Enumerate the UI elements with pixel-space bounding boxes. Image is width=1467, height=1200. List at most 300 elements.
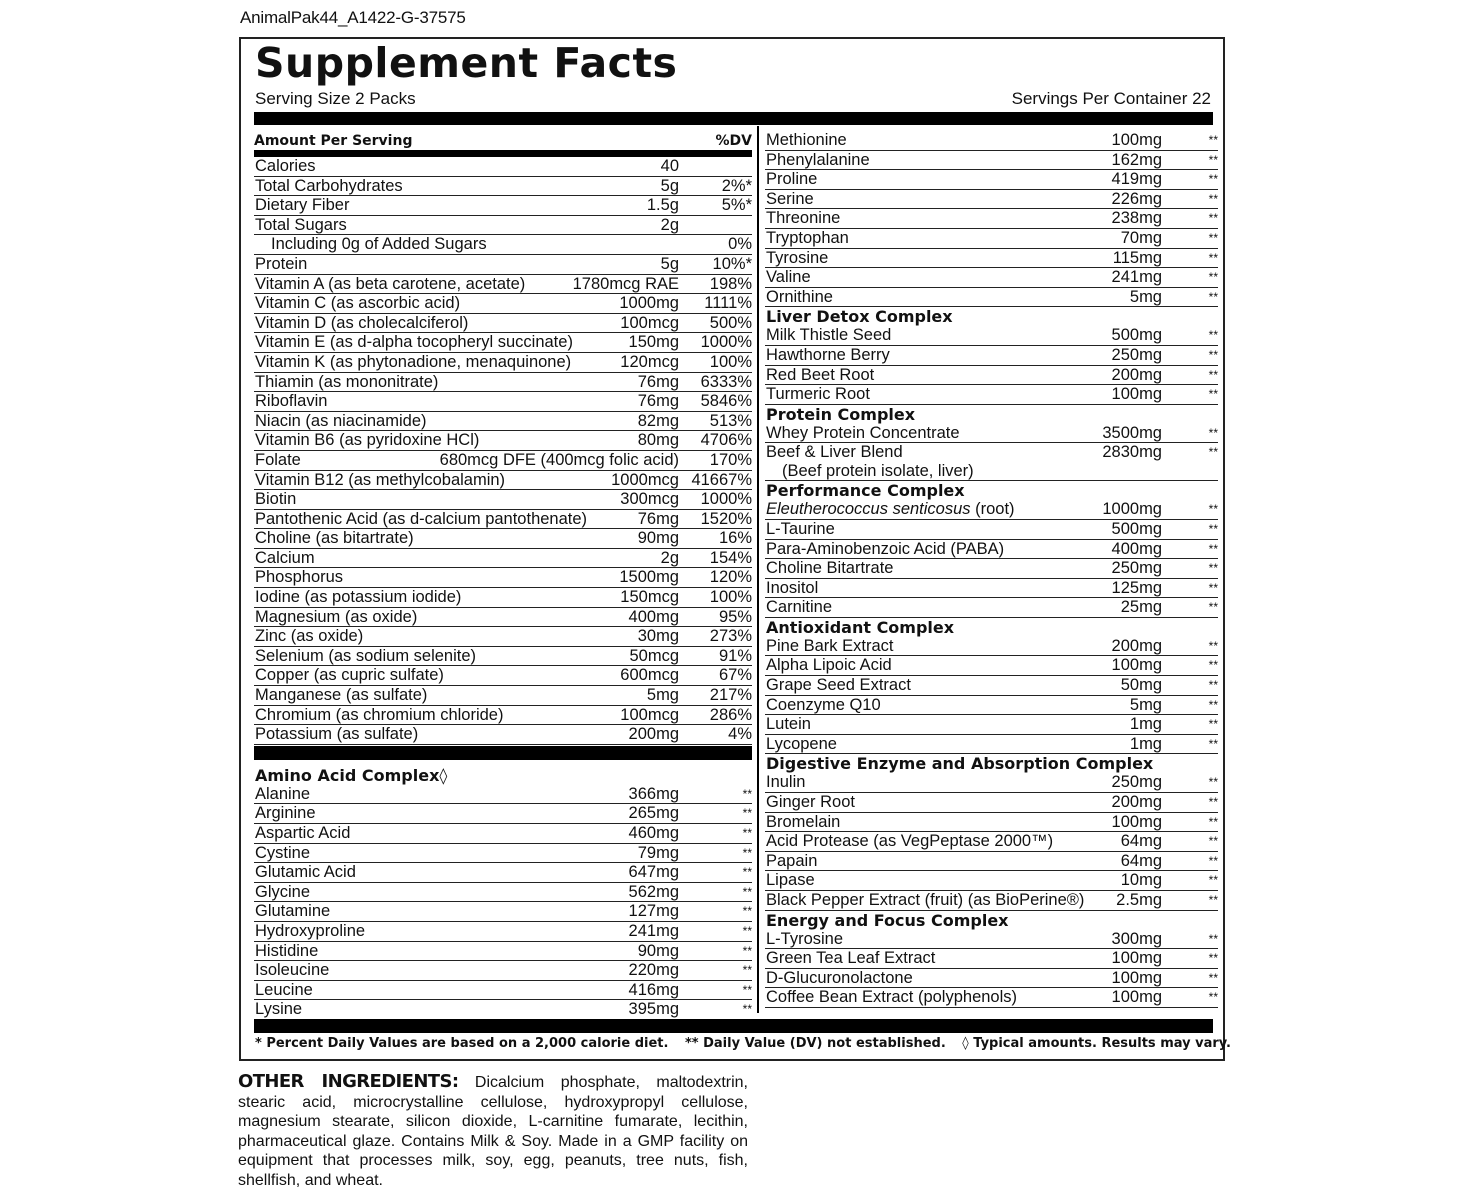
ingredient-amount: 100mg <box>1111 988 1162 1007</box>
ingredient-name: Vitamin E (as d-alpha tocopheryl succinate) <box>255 333 573 352</box>
ingredient-amount: 76mg <box>637 509 679 528</box>
ingredient-amount: 64mg <box>1120 851 1162 870</box>
right-column <box>765 131 1218 1008</box>
ingredient-row <box>254 961 752 981</box>
ingredient-dv: ** <box>1208 387 1218 402</box>
ingredient-amount: 100mg <box>1111 656 1162 675</box>
ingredient-name: Proline <box>766 170 818 189</box>
ingredient-row <box>765 540 1218 560</box>
ingredient-name: Pine Bark Extract <box>766 636 894 655</box>
ingredient-name: Chromium (as chromium chloride) <box>255 705 504 724</box>
ingredient-amount: 5mg <box>1129 287 1162 306</box>
ingredient-name: Iodine (as potassium iodide) <box>255 588 462 607</box>
ingredient-amount: 2830mg <box>1102 443 1162 462</box>
ingredient-amount: 419mg <box>1111 170 1162 189</box>
ingredient-row <box>254 412 752 432</box>
ingredient-name: Vitamin C (as ascorbic acid) <box>255 294 461 313</box>
ingredient-name: Phenylalanine <box>766 150 870 169</box>
ingredient-name: Alanine <box>255 784 311 803</box>
ingredient-name: Calcium <box>255 548 315 567</box>
ingredient-amount: 1000mg <box>1102 500 1162 519</box>
ingredient-name: Dietary Fiber <box>255 196 350 215</box>
ingredient-amount: 25mg <box>1120 598 1162 617</box>
footnote-typical: ◊ Typical amounts. Results may vary. <box>962 1036 1231 1051</box>
ingredient-row <box>254 666 752 686</box>
ingredient-amount: 562mg <box>628 882 679 901</box>
amino-acid-section-title: Amino Acid Complex◊ <box>255 765 448 785</box>
serving-size: Serving Size 2 Packs <box>255 89 416 108</box>
ingredient-dv: 67% <box>718 666 752 685</box>
ingredient-amount: 80mg <box>637 431 679 450</box>
ingredient-row <box>765 443 1218 481</box>
ingredient-dv: 5846% <box>700 392 752 411</box>
ingredient-row <box>254 608 752 628</box>
ingredient-dv: ** <box>742 845 752 860</box>
ingredient-row <box>765 559 1218 579</box>
ingredient-amount: 79mg <box>637 843 679 862</box>
ingredient-name <box>766 500 1015 519</box>
column-divider <box>757 126 759 1013</box>
ingredient-row <box>765 813 1218 833</box>
bottom-divider-bar <box>254 1019 1213 1033</box>
ingredient-dv: ** <box>1208 795 1218 810</box>
ingredient-amount: 70mg <box>1120 228 1162 247</box>
ingredient-dv: ** <box>1208 561 1218 576</box>
ingredient-row <box>254 627 752 647</box>
ingredient-dv: ** <box>1208 580 1218 595</box>
ingredient-row <box>765 500 1218 520</box>
ingredient-row <box>765 151 1218 171</box>
ingredient-row <box>254 275 752 295</box>
ingredient-row <box>254 785 752 805</box>
ingredient-dv: ** <box>742 904 752 919</box>
ingredient-row <box>765 229 1218 249</box>
ingredient-dv: ** <box>742 884 752 899</box>
ingredient-row <box>254 981 752 1001</box>
ingredient-amount: 1000mcg <box>611 470 679 489</box>
ingredient-name: Milk Thistle Seed <box>766 326 892 345</box>
ingredient-name: Pantothenic Acid (as d-calcium pantothenate) <box>255 509 588 528</box>
ingredient-name: Including 0g of Added Sugars <box>271 235 487 254</box>
amino-acid-list <box>254 785 752 1020</box>
ingredient-name: Para-Aminobenzoic Acid (PABA) <box>766 539 1005 558</box>
ingredient-name: Phosphorus <box>255 568 344 587</box>
ingredient-dv: 2%* <box>721 176 752 195</box>
ingredient-row <box>254 568 752 588</box>
ingredient-dv: ** <box>1208 541 1218 556</box>
ingredient-name: Zinc (as oxide) <box>255 627 364 646</box>
ingredient-name: Aspartic Acid <box>255 824 351 842</box>
ingredient-amount: 400mg <box>1111 539 1162 558</box>
ingredient-name: Copper (as cupric sulfate) <box>255 666 444 685</box>
ingredient-name: Inositol <box>766 578 819 597</box>
ingredient-dv: 286% <box>709 705 752 724</box>
ingredient-row <box>765 676 1218 696</box>
ingredient-dv: ** <box>1208 717 1218 732</box>
ingredient-row <box>765 170 1218 190</box>
ingredient-dv: 1520% <box>700 509 752 528</box>
ingredient-row <box>254 725 752 745</box>
ingredient-name: Thiamin (as mononitrate) <box>255 372 439 391</box>
section-divider-bar <box>254 746 752 760</box>
nutrient-list <box>254 157 752 745</box>
ingredient-row <box>254 883 752 903</box>
ingredient-name: Riboflavin <box>255 392 328 411</box>
ingredient-dv: ** <box>1208 230 1218 245</box>
ingredient-name: Hydroxyproline <box>255 921 366 940</box>
ingredient-row <box>254 588 752 608</box>
ingredient-amount: 3500mg <box>1102 423 1162 442</box>
ingredient-subname: (Beef protein isolate, liver) <box>782 462 974 481</box>
ingredient-name: Arginine <box>255 804 316 823</box>
ingredient-name: Turmeric Root <box>766 385 870 404</box>
ingredient-dv: ** <box>1208 697 1218 712</box>
ingredient-name: Lipase <box>766 871 815 890</box>
ingredient-amount: 100mg <box>1111 968 1162 987</box>
ingredient-row <box>254 235 752 255</box>
ingredient-amount: 200mg <box>1111 636 1162 655</box>
ingredient-name: Folate <box>255 450 301 469</box>
ingredient-row <box>254 844 752 864</box>
ingredient-amount: 395mg <box>628 1000 679 1019</box>
ingredient-dv: ** <box>742 923 752 938</box>
ingredient-amount: 100mg <box>1111 131 1162 149</box>
ingredient-row <box>765 773 1218 793</box>
ingredient-amount: 5g <box>660 254 679 273</box>
ingredient-dv: 1000% <box>700 490 752 509</box>
ingredient-row <box>254 157 752 177</box>
ingredient-amount: 680mcg DFE (400mcg folic acid) <box>439 450 679 469</box>
ingredient-name: Vitamin K (as phytonadione, menaquinone) <box>255 352 572 371</box>
ingredient-amount: 366mg <box>628 784 679 803</box>
ingredient-row <box>765 190 1218 210</box>
ingredient-amount: 200mg <box>628 725 679 744</box>
ingredient-dv: ** <box>1208 152 1218 167</box>
ingredient-dv: 0% <box>728 235 752 254</box>
ingredient-amount: 76mg <box>637 392 679 411</box>
footnote-dv: * Percent Daily Values are based on a 2,000 calorie diet. <box>255 1036 669 1051</box>
ingredient-name: Grape Seed Extract <box>766 676 911 695</box>
ingredient-dv: ** <box>742 806 752 821</box>
ingredient-amount: 82mg <box>637 411 679 430</box>
ingredient-amount: 64mg <box>1120 832 1162 851</box>
right-ingredient-list <box>765 131 1218 1008</box>
ingredient-amount: 250mg <box>1111 773 1162 792</box>
ingredient-row <box>765 735 1218 755</box>
ingredient-dv: 100% <box>709 588 752 607</box>
ingredient-row <box>254 471 752 491</box>
ingredient-row <box>254 922 752 942</box>
ingredient-row <box>254 333 752 353</box>
ingredient-name: L-Tyrosine <box>766 929 844 948</box>
ingredient-row <box>254 510 752 530</box>
ingredient-amount: 100mg <box>1111 385 1162 404</box>
ingredient-amount: 150mcg <box>620 588 679 607</box>
ingredient-dv: 170% <box>709 450 752 469</box>
ingredient-name: L-Taurine <box>766 519 835 538</box>
ingredient-name: D-Glucuronolactone <box>766 968 913 987</box>
ingredient-amount: 90mg <box>637 941 679 960</box>
ingredient-amount: 30mg <box>637 627 679 646</box>
ingredient-amount: 2.5mg <box>1116 891 1162 909</box>
dv-header: %DV <box>715 133 752 149</box>
other-ingredients <box>238 1072 748 1191</box>
ingredient-amount: 1mg <box>1129 715 1162 734</box>
panel-title: Supplement Facts <box>255 39 678 87</box>
ingredient-name: Choline Bitartrate <box>766 559 894 578</box>
ingredient-name: Ornithine <box>766 287 833 306</box>
ingredient-dv: 1111% <box>704 294 752 313</box>
ingredient-amount: 250mg <box>1111 559 1162 578</box>
ingredient-name: Coenzyme Q10 <box>766 695 881 714</box>
ingredient-name: Cystine <box>255 843 311 862</box>
ingredient-amount: 1780mcg RAE <box>572 274 679 293</box>
ingredient-row <box>254 490 752 510</box>
ingredient-amount: 5mg <box>1129 695 1162 714</box>
ingredient-dv: ** <box>1208 425 1218 440</box>
ingredient-amount: 600mcg <box>620 666 679 685</box>
ingredient-dv: ** <box>1208 172 1218 187</box>
ingredient-dv: 95% <box>718 607 752 626</box>
ingredient-name: Papain <box>766 851 818 870</box>
ingredient-row <box>765 637 1218 657</box>
ingredient-amount: 226mg <box>1111 189 1162 208</box>
ingredient-row <box>254 177 752 197</box>
ingredient-row <box>254 549 752 569</box>
ingredient-name: Total Carbohydrates <box>255 176 403 195</box>
ingredient-row <box>765 366 1218 386</box>
ingredient-amount: 10mg <box>1120 871 1162 890</box>
ingredient-row <box>254 196 752 216</box>
ingredient-amount: 1mg <box>1129 734 1162 753</box>
ingredient-dv: 10%* <box>712 254 752 273</box>
ingredient-dv: ** <box>1208 445 1218 460</box>
ingredient-row <box>254 942 752 962</box>
ingredient-row <box>254 431 752 451</box>
ingredient-row <box>765 288 1218 308</box>
ingredient-amount: 115mg <box>1112 248 1162 267</box>
ingredient-dv: 500% <box>709 313 752 332</box>
ingredient-row <box>765 209 1218 229</box>
ingredient-row <box>765 598 1218 618</box>
ingredient-row <box>254 451 752 471</box>
ingredient-row <box>765 793 1218 813</box>
ingredient-name: Choline (as bitartrate) <box>255 529 414 548</box>
ingredient-dv: ** <box>1208 289 1218 304</box>
ingredient-dv: ** <box>1208 658 1218 673</box>
ingredient-row <box>765 424 1218 444</box>
ingredient-amount: 647mg <box>628 863 679 882</box>
ingredient-dv: 100% <box>709 352 752 371</box>
ingredient-amount: 300mg <box>1111 929 1162 948</box>
ingredient-name: Serine <box>766 189 814 208</box>
ingredient-amount: 2g <box>660 215 679 234</box>
ingredient-row <box>765 891 1218 911</box>
ingredient-name: Red Beet Root <box>766 365 875 384</box>
ingredient-dv: ** <box>1208 211 1218 226</box>
ingredient-name: Calories <box>255 157 316 175</box>
ingredient-row <box>254 353 752 373</box>
ingredient-amount: 300mcg <box>620 490 679 509</box>
ingredient-name: Beef & Liver Blend <box>766 443 903 462</box>
ingredient-row <box>765 346 1218 366</box>
ingredient-dv: ** <box>742 865 752 880</box>
ingredient-dv: ** <box>1208 853 1218 868</box>
ingredient-amount: 241mg <box>1111 268 1162 287</box>
ingredient-name: Lycopene <box>766 734 837 753</box>
ingredient-row <box>765 871 1218 891</box>
ingredient-row <box>254 314 752 334</box>
product-code: AnimalPak44_A1422-G-37575 <box>240 8 466 27</box>
ingredient-name: Carnitine <box>766 598 833 617</box>
ingredient-row <box>765 852 1218 872</box>
ingredient-dv: ** <box>742 943 752 958</box>
section-title: Energy and Focus Complex <box>766 910 1009 930</box>
supplement-facts-panel <box>239 37 1231 1061</box>
ingredient-row <box>254 686 752 706</box>
ingredient-dv: 273% <box>709 627 752 646</box>
ingredient-amount: 200mg <box>1111 793 1162 812</box>
ingredient-name: Biotin <box>255 490 297 509</box>
ingredient-row <box>254 804 752 824</box>
ingredient-dv: ** <box>1208 970 1218 985</box>
ingredient-amount: 150mg <box>628 333 679 352</box>
ingredient-name: Vitamin B6 (as pyridoxine HCl) <box>255 431 480 450</box>
ingredient-dv: 120% <box>709 568 752 587</box>
ingredient-name: Niacin (as niacinamide) <box>255 411 427 430</box>
other-ingredients-label: OTHER INGREDIENTS: <box>238 1071 459 1092</box>
amount-per-serving-header: Amount Per Serving <box>254 133 413 149</box>
ingredient-dv: ** <box>1208 521 1218 536</box>
ingredient-row <box>765 969 1218 989</box>
ingredient-dv: 513% <box>709 411 752 430</box>
ingredient-dv: 4% <box>728 725 752 744</box>
ingredient-amount: 400mg <box>628 607 679 626</box>
top-divider-bar <box>254 112 1213 125</box>
ingredient-amount: 100mg <box>1111 949 1162 968</box>
ingredient-row <box>254 373 752 393</box>
ingredient-dv: ** <box>1208 347 1218 362</box>
section-title: Protein Complex <box>766 404 916 424</box>
ingredient-dv: ** <box>1208 638 1218 653</box>
section-title: Performance Complex <box>766 481 965 501</box>
ingredient-row <box>254 1000 752 1020</box>
ingredient-dv: ** <box>1208 600 1218 615</box>
ingredient-dv: ** <box>1208 736 1218 751</box>
ingredient-name: Coffee Bean Extract (polyphenols) <box>766 988 1018 1007</box>
left-column <box>254 131 752 1020</box>
ingredient-name: Tryptophan <box>766 228 849 247</box>
ingredient-amount: 120mcg <box>620 352 679 371</box>
ingredient-amount: 127mg <box>628 902 679 921</box>
ingredient-row <box>254 294 752 314</box>
ingredient-name: Leucine <box>255 980 313 999</box>
ingredient-name: Isoleucine <box>255 961 330 980</box>
section-title: Antioxidant Complex <box>766 617 955 637</box>
ingredient-name: Bromelain <box>766 812 841 831</box>
ingredient-dv: 4706% <box>700 431 752 450</box>
ingredient-amount: 100mcg <box>620 313 679 332</box>
ingredient-name: Ginger Root <box>766 793 855 812</box>
ingredient-amount: 100mg <box>1111 812 1162 831</box>
ingredient-name: Selenium (as sodium selenite) <box>255 646 477 665</box>
ingredient-name: Vitamin A (as beta carotene, acetate) <box>255 274 526 293</box>
ingredient-row <box>765 268 1218 288</box>
ingredient-name: Histidine <box>255 941 319 960</box>
ingredient-row <box>765 326 1218 346</box>
ingredient-dv: ** <box>1208 873 1218 888</box>
ingredient-amount: 416mg <box>628 980 679 999</box>
ingredient-amount: 1000mg <box>619 294 679 313</box>
ingredient-dv: 16% <box>718 529 752 548</box>
ingredient-dv: ** <box>1208 270 1218 285</box>
ingredient-amount: 500mg <box>1111 326 1162 345</box>
ingredient-amount: 162mg <box>1111 150 1162 169</box>
ingredient-dv: ** <box>1208 250 1218 265</box>
ingredient-row <box>765 520 1218 540</box>
ingredient-name: Protein <box>255 254 308 273</box>
ingredient-row <box>765 988 1218 1008</box>
footnotes <box>255 1036 1243 1051</box>
ingredient-amount: 50mg <box>1120 676 1162 695</box>
ingredient-dv: 154% <box>709 548 752 567</box>
ingredient-dv: ** <box>1208 191 1218 206</box>
ingredient-row <box>765 696 1218 716</box>
ingredient-amount: 265mg <box>628 804 679 823</box>
ingredient-name-italic: Eleutherococcus senticosus <box>766 500 971 519</box>
ingredient-row <box>254 529 752 549</box>
ingredient-dv: 6333% <box>700 372 752 391</box>
ingredient-amount: 100mcg <box>620 705 679 724</box>
other-ingredients-text: Dicalcium phosphate, maltodextrin, stearic acid, microcrystalline cellulose, hydroxypropyl cellulose, magnesium stearate, silicon dioxide, L-carnitine fumarate, lecithin, pharmaceutical glaze. Contains Milk & Soy. Made in a GMP facility on equipment that processes milk, soy, egg, peanuts, tree nuts, fish, shellfish, and wheat. <box>238 1074 748 1189</box>
ingredient-dv: ** <box>1208 834 1218 849</box>
ingredient-amount: 220mg <box>628 961 679 980</box>
ingredient-amount: 40 <box>660 157 679 175</box>
ingredient-row <box>765 949 1218 969</box>
ingredient-dv: ** <box>1208 931 1218 946</box>
ingredient-dv: ** <box>742 786 752 801</box>
ingredient-name: Valine <box>766 268 811 287</box>
ingredient-name: Total Sugars <box>255 215 347 234</box>
ingredient-name: Vitamin B12 (as methylcobalamin) <box>255 470 506 489</box>
ingredient-amount: 500mg <box>1111 519 1162 538</box>
ingredient-row <box>254 216 752 236</box>
ingredient-name: Vitamin D (as cholecalciferol) <box>255 313 469 332</box>
ingredient-amount: 125mg <box>1111 578 1162 597</box>
ingredient-amount: 1500mg <box>619 568 679 587</box>
ingredient-name: Lysine <box>255 1000 303 1019</box>
ingredient-amount: 50mcg <box>629 646 679 665</box>
ingredient-name-suffix: (root) <box>970 500 1015 519</box>
ingredient-row <box>765 249 1218 269</box>
ingredient-row <box>765 131 1218 151</box>
table-header <box>254 131 752 157</box>
ingredient-row <box>765 715 1218 735</box>
ingredient-dv: 1000% <box>700 333 752 352</box>
ingredient-dv: ** <box>742 982 752 997</box>
ingredient-amount: 241mg <box>628 921 679 940</box>
servings-per-container: Servings Per Container 22 <box>1011 89 1211 108</box>
ingredient-name: Threonine <box>766 209 841 228</box>
ingredient-row <box>765 385 1218 405</box>
ingredient-name: Glycine <box>255 882 311 901</box>
ingredient-amount: 5g <box>660 176 679 195</box>
ingredient-dv: ** <box>1208 814 1218 829</box>
ingredient-amount: 76mg <box>637 372 679 391</box>
ingredient-row <box>765 579 1218 599</box>
ingredient-dv: ** <box>1208 502 1218 517</box>
section-title: Digestive Enzyme and Absorption Complex <box>766 754 1154 774</box>
